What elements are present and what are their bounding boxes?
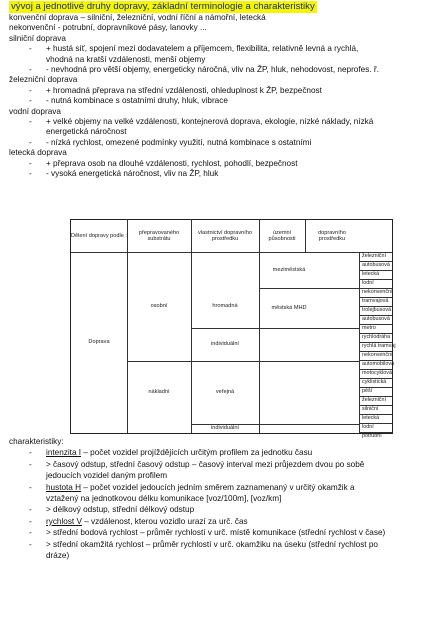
characteristic-line: > časový odstup, střední časový odstup – časový interval mezi průjezdem dvou po sobě <box>46 459 365 469</box>
section-heading: železniční doprava <box>9 75 78 85</box>
characteristic-line: vztažený na jednotkovou délku komunikace [voz/100m], [voz/km] <box>46 494 282 503</box>
characteristic-text <box>46 551 69 561</box>
vehicle-cell: rychlá tramvaj <box>362 343 396 349</box>
table-header-cell: územní působnosti <box>268 229 296 242</box>
bullet-dash: - <box>29 169 32 178</box>
table-root-cell: Doprava <box>88 339 110 346</box>
bullet-text: + hustá síť, spojení mezi dodavatelem a příjemcem, flexibilita, relativně levná a rychlá, <box>46 44 359 54</box>
characteristic-text <box>46 540 378 550</box>
characteristic-line: > střední bodová rychlost – průměr rychlostí v urč. místě komunikace (střední rychlost v čase) <box>46 528 386 538</box>
substrate-cell: osobní <box>150 303 168 310</box>
bullet-text: - nutná kombinace s ostatními druhy, hluk, vibrace <box>46 96 228 106</box>
vehicle-cell: automobilová <box>362 361 395 367</box>
section-heading: vodní doprava <box>9 106 61 116</box>
characteristic-text <box>46 483 355 493</box>
transport-classification-table <box>70 219 396 439</box>
vehicle-cell: železniční <box>362 253 386 259</box>
bullet-dash: - <box>29 459 32 469</box>
bullet-dash: - <box>29 482 32 492</box>
characteristic-line: > délkový odstup, střední délkový odstup <box>46 505 195 515</box>
ownership-cell: individuální <box>211 341 239 348</box>
term-label: rychlost V <box>46 516 82 526</box>
characteristic-text <box>46 471 167 481</box>
vehicle-cell: nekonvenční <box>362 289 393 295</box>
characteristic-line: dráze) <box>46 551 70 560</box>
territory-cell: meziměstská <box>272 266 306 273</box>
characteristic-text <box>46 460 364 470</box>
characteristic-line: – počet vozidel jedoucích jedním směrem zaznamenaný v určitý okamžik a <box>81 482 355 492</box>
term-label: intenzita I <box>46 448 82 458</box>
bullet-dash: - <box>29 44 32 54</box>
bullet-text: vhodná na kratší vzdálenosti, menší objemy <box>46 54 206 64</box>
bullet-dash: - <box>29 117 32 126</box>
bullet-dash: - <box>29 96 32 106</box>
bullet-text: + přeprava osob na dlouhé vzdálenosti, rychlost, pohodlí, bezpečnost <box>46 158 298 168</box>
vehicle-cell: letecká <box>362 271 380 277</box>
characteristic-line: > střední okamžitá rychlost – průměr rychlostí v urč. okamžiku na úseku (střední rychlost po <box>46 539 378 549</box>
vehicle-cell: autobusová <box>362 316 390 322</box>
substrate-cell: nákladní <box>148 389 170 396</box>
bullet-text: + velké objemy na velké vzdálenosti, kontejnerová doprava, ekologie, nízké náklady, nízká <box>46 117 374 126</box>
bullet-text: + hromadná přeprava na střední vzdálenosti, ohleduplnost k ŽP, bezpečnost <box>46 85 322 95</box>
vehicle-cell: lodní <box>362 424 374 430</box>
vehicle-cell: cyklistická <box>362 379 387 385</box>
term-label: hustota H <box>46 482 82 492</box>
vehicle-cell: nekonvenční <box>362 352 393 358</box>
characteristic-line: jedoucích vozidel daným profilem <box>46 471 168 481</box>
vehicle-cell: metro <box>362 325 376 331</box>
bullet-dash: - <box>29 448 32 458</box>
section-heading: silniční doprava <box>9 33 66 43</box>
bullet-text: - vysoká energetická náročnost, vliv na ŽP, hluk <box>46 169 219 178</box>
ownership-cell: veřejná <box>215 389 235 396</box>
bullet-dash: - <box>29 85 32 95</box>
bullet-dash: - <box>29 65 32 74</box>
bullet-dash: - <box>29 158 32 168</box>
bullet-dash: - <box>29 137 32 147</box>
territory-cell: městská MHD <box>271 304 307 311</box>
vehicle-cell: silniční <box>362 406 379 412</box>
table-header-cell: vlastnictví dopravního prostředku <box>197 229 253 242</box>
bullet-dash: - <box>29 539 32 549</box>
vehicle-cell: lodní <box>362 280 374 286</box>
characteristics-heading: charakteristiky: <box>9 437 64 446</box>
table-header-cell: Dělení dopravy podle : <box>71 232 127 239</box>
vehicle-cell: železniční <box>362 397 386 403</box>
ownership-cell: hromadná <box>212 302 238 309</box>
characteristic-text <box>46 448 312 458</box>
characteristic-line: – počet vozidel projíždějících určitým profilem za jednotku času <box>81 448 313 458</box>
characteristic-line: – vzdálenost, kterou vozidlo urazí za urč. čas <box>81 516 248 526</box>
characteristic-text <box>46 505 194 515</box>
vehicle-cell: rychlodráha <box>362 334 391 340</box>
vehicle-cell: trolejbusová <box>362 307 392 313</box>
bullet-text: - nízká rychlost, omezené podmínky využití, nutná kombinace s ostatními <box>46 137 312 147</box>
vehicle-cell: tramvajová <box>362 298 389 304</box>
intro-line: konvenční doprava – silniční, železniční, vodní říční a námořní, letecká <box>9 13 266 22</box>
characteristic-text <box>46 528 385 538</box>
characteristic-text <box>46 494 281 504</box>
vehicle-cell: letecká <box>362 415 380 421</box>
table-header-cell: přepravovaného substrátu <box>138 229 180 242</box>
page-title: vývoj a jednotlivé druhy dopravy, základní terminologie a charakteristiky <box>11 1 315 12</box>
bullet-dash: - <box>29 516 32 526</box>
bullet-text: energetická náročnost <box>46 127 127 137</box>
bullet-dash: - <box>29 505 32 515</box>
vehicle-cell: motocyklová <box>362 370 392 376</box>
vehicle-cell: autobusová <box>362 262 390 268</box>
intro-line: nekonvenční - potrubní, dopravníkové pásy, lanovky ... <box>9 23 207 33</box>
bullet-text: - nevhodná pro větší objemy, energeticky náročná, vliv na ŽP, hluk, nehodovost, neprofes. ř. <box>46 65 379 74</box>
section-heading: letecká doprava <box>9 148 67 158</box>
ownership-cell: individuální <box>211 425 239 432</box>
bullet-dash: - <box>29 528 32 538</box>
table-header-cell: dopravního prostředku <box>318 229 346 242</box>
vehicle-cell: pěší <box>362 388 373 394</box>
vehicle-cell: potrubní <box>362 433 382 439</box>
characteristic-text <box>46 517 248 527</box>
